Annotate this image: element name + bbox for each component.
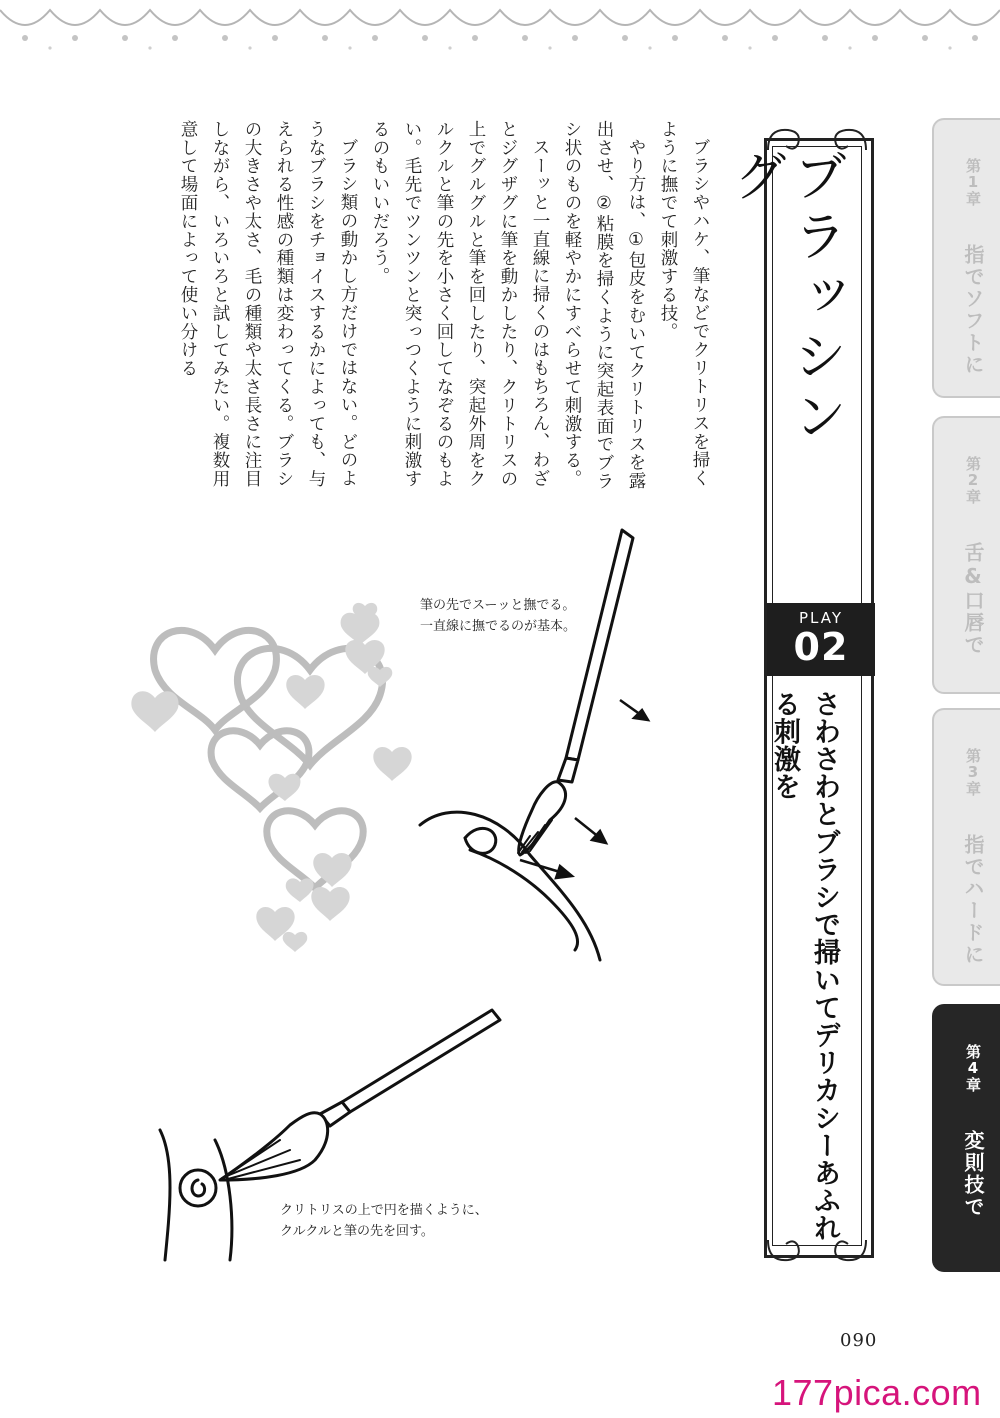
page-title: ブラッシング: [725, 148, 848, 448]
body-paragraph-2: やり方は、①包皮をむいてクリトリスを露出させ、②粘膜を掃くように突起表面でブラシ状のものを軽やかにすべらせて刺激する。: [562, 120, 646, 491]
caption-top: [420, 595, 620, 637]
caption-bottom-line-2: クルクルと筆の先を回す。: [280, 1224, 434, 1239]
tab-chapter-2-num: 第2章: [964, 456, 982, 504]
play-label: PLAY: [798, 609, 843, 627]
body-paragraph-4: ブラシ類の動かし方だけではない。どのようなブラシをチョイスするかによっても、与えられる性感の種類は変わってくる。ブラシの大きさや太さ、毛の種類や太さ長さに注目しながら、いろいろと試してみたい。複数用意して場面によって使い分ける: [178, 120, 358, 488]
tab-chapter-4-num: 第4章: [964, 1044, 982, 1092]
tab-chapter-1-label: 指でソフトに: [961, 244, 985, 376]
body-paragraph-3: スーッと一直線に掃くのはもちろん、わざとジグザグに筆を動かしたり、クリトリスの上でグルグルと筆を回したり、突起外周をクルクルと筆の先を小さく回してなぞるのもよい。毛先でツンツンと突っつくように刺激するのもいいだろう。: [370, 120, 550, 488]
tab-chapter-4[interactable]: [932, 1004, 1000, 1272]
caption-top-line-1: 筆の先でスーッと撫でる。: [420, 598, 576, 613]
hearts-decoration: [131, 603, 411, 952]
caption-bottom: [280, 1200, 520, 1242]
top-ornament-border: [0, 0, 1000, 60]
tab-chapter-3[interactable]: [932, 708, 1000, 986]
play-badge: [767, 603, 875, 676]
upper-brush: [518, 530, 633, 855]
lower-body-contour: [160, 1130, 232, 1260]
watermark: 177pica.com: [772, 1372, 982, 1413]
tab-chapter-2[interactable]: [932, 416, 1000, 694]
brush-illustration: [120, 520, 680, 1280]
tab-chapter-2-label: 舌&口唇で: [961, 542, 985, 656]
tab-chapter-1[interactable]: [932, 118, 1000, 398]
page-number: 090: [840, 1330, 878, 1351]
upper-body-contour: [420, 812, 600, 960]
tab-chapter-3-num: 第3章: [964, 748, 982, 796]
body-text: [96, 120, 716, 492]
caption-top-line-2: 一直線に撫でるのが基本。: [420, 619, 577, 634]
tab-chapter-1-num: 第1章: [964, 158, 982, 206]
caption-bottom-line-1: クリトリスの上で円を描くように、: [280, 1203, 488, 1218]
play-number: 02: [793, 625, 849, 669]
subtitle: さわさわとブラシで掃いてデリカシーあふれる刺激を: [769, 690, 840, 1242]
lower-brush: [220, 1010, 500, 1180]
body-paragraph-1: ブラシやハケ、筆などでクリトリスを掃くように撫でて刺激する技。: [658, 120, 710, 488]
tab-chapter-4-label: 変則技で: [961, 1130, 985, 1218]
tab-chapter-3-label: 指でハードに: [961, 834, 985, 966]
